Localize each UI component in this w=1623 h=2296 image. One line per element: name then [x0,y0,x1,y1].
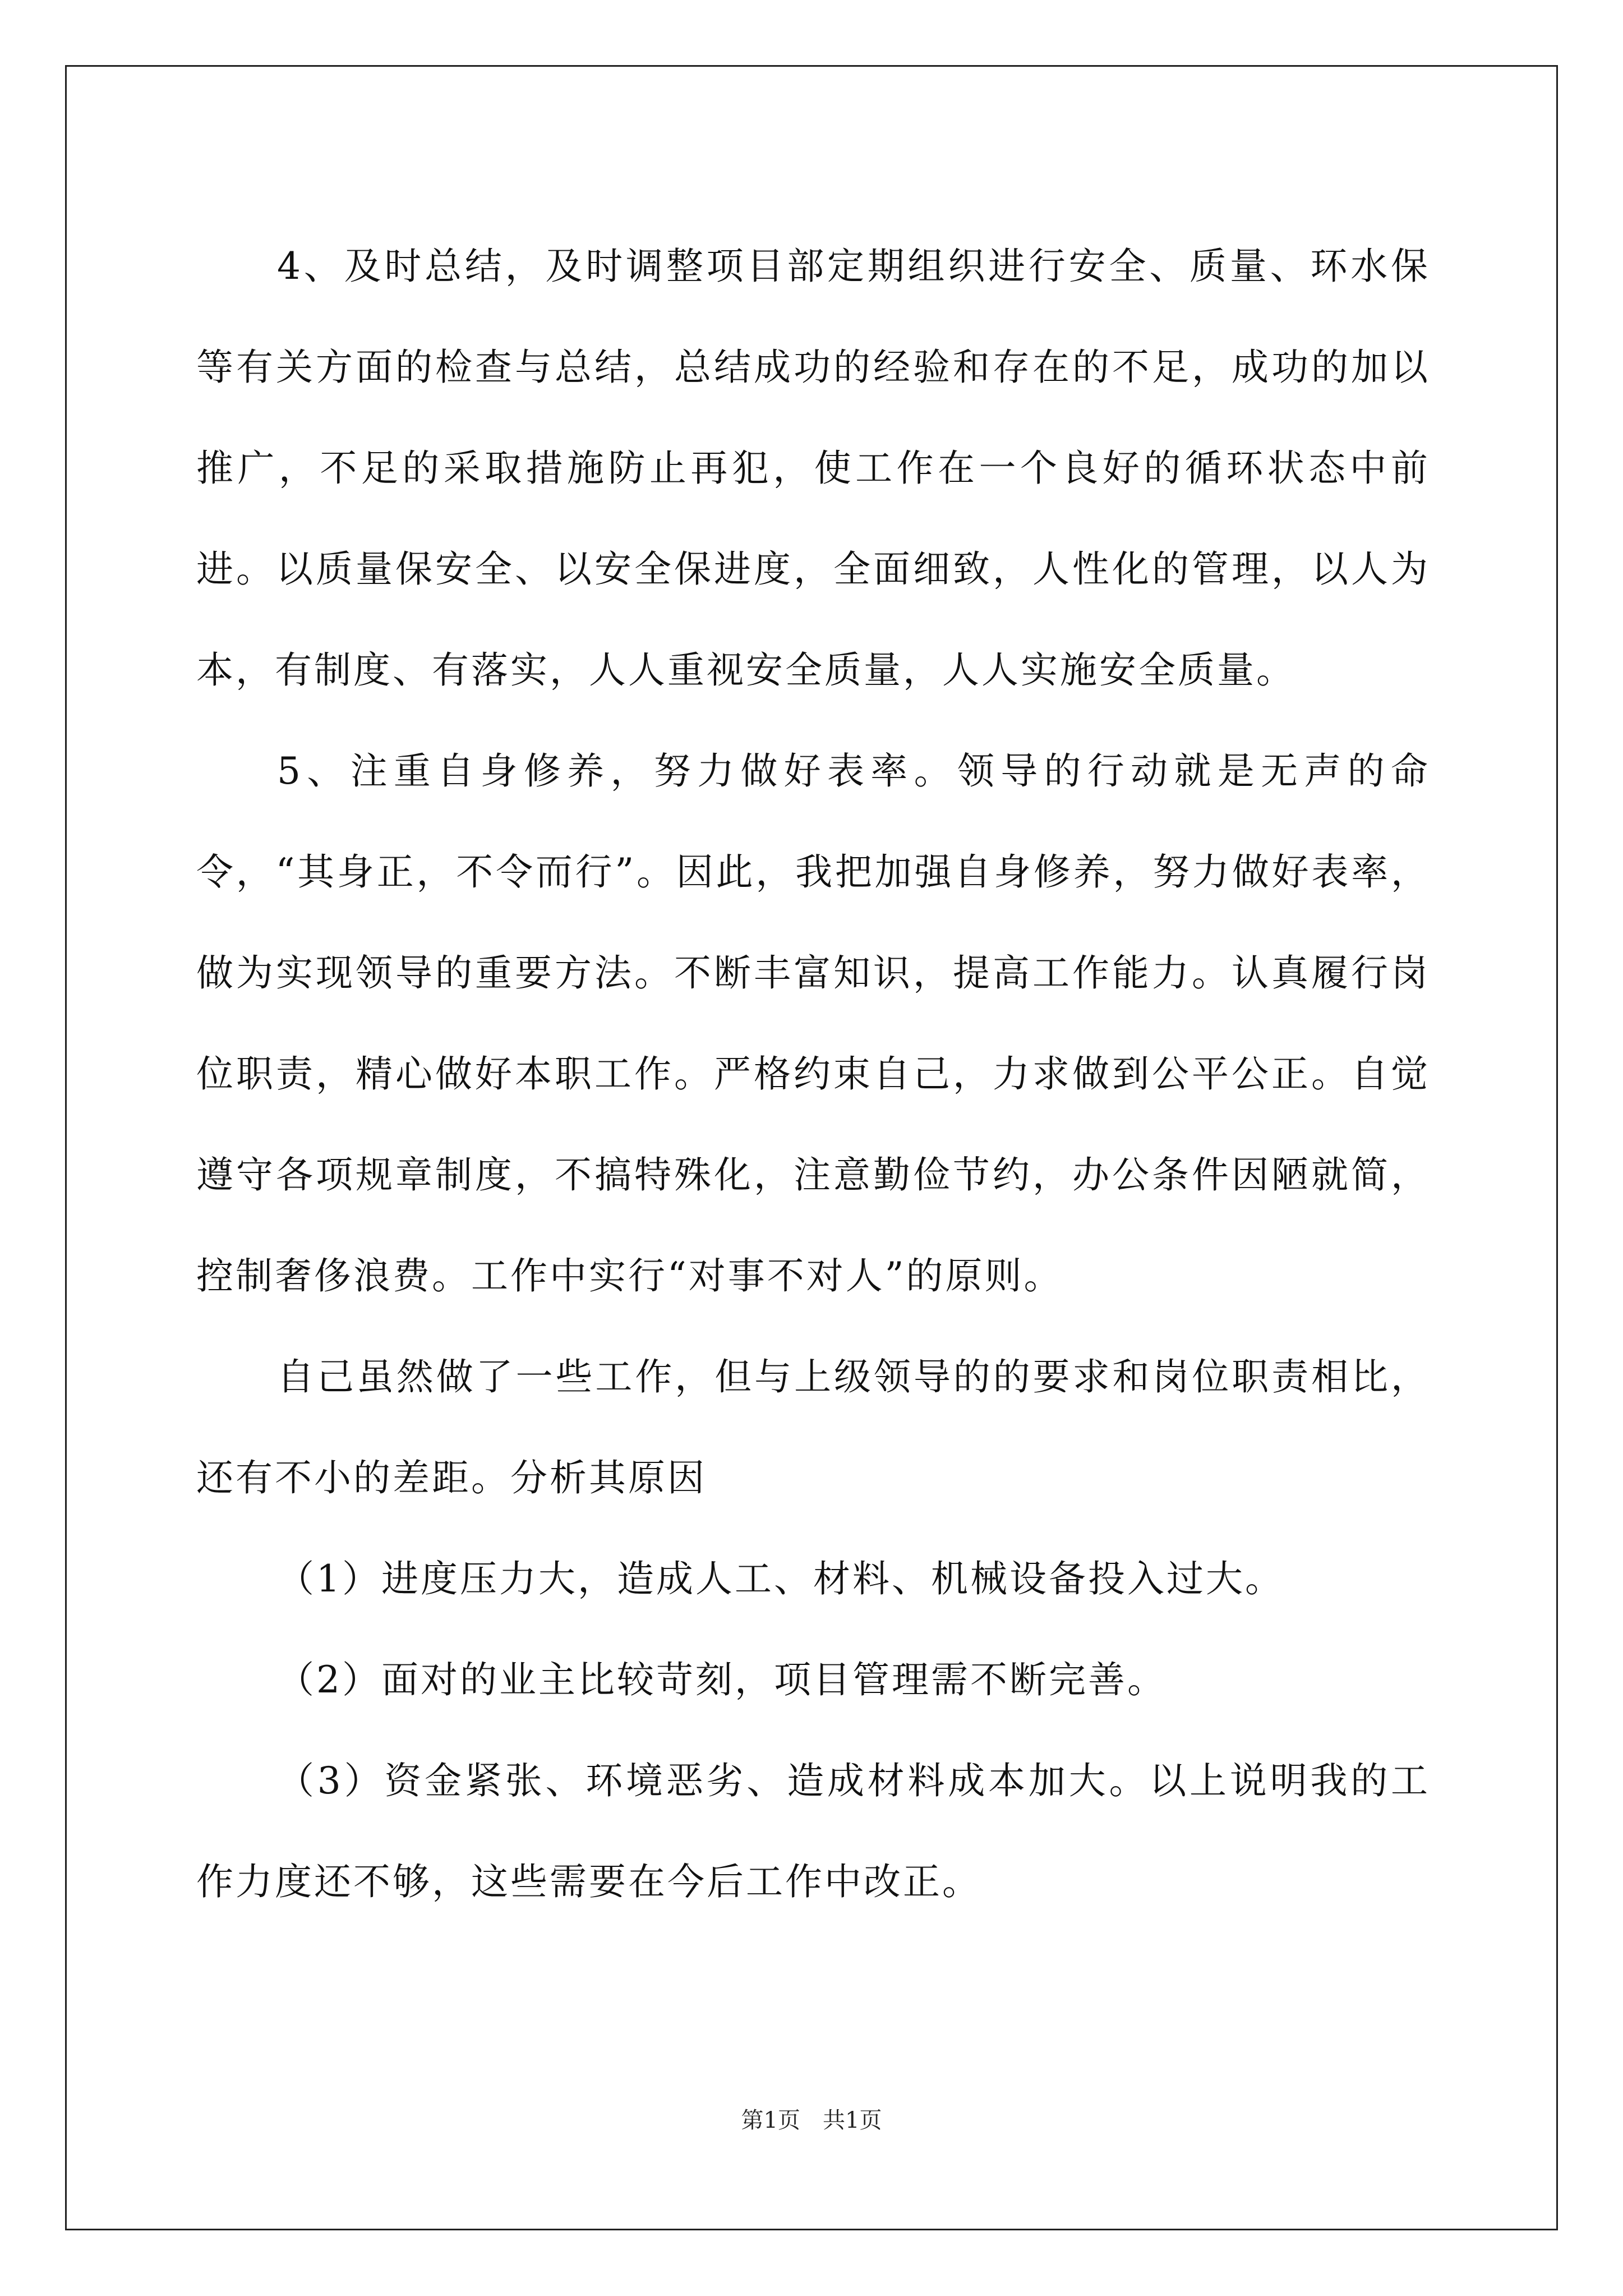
paragraph-summary: 4、及时总结，及时调整项目部定期组织进行安全、质量、环水保等有关方面的检查与总结，总结成功的经验和存在的不足，成功的加以推广，不足的采取措施防止再犯，使工作在一个良好的循环状态中前进。以质量保安全、以安全保进度，全面细致，人性化的管理，以人为本，有制度、有落实，人人重视安全质量，人人实施安全质量。 [196,245,1430,692]
page-number-footer: 第1页 共1页 [741,2108,882,2133]
paragraph-reason-2: （2）面对的业主比较苛刻，项目管理需不断完善。 [277,1658,1166,1701]
paragraph-reason-3: （3）资金紧张、环境恶劣、造成材料成本加大。以上说明我的工作力度还不够，这些需要在今后工作中改正。 [196,1759,1430,1903]
paragraph-self-cultivation: 5、注重自身修养，努力做好表率。领导的行动就是无声的命令，“其身正，不令而行”。因此，我把加强自身修养，努力做好表率，做为实现领导的重要方法。不断丰富知识，提高工作能力。认真履行岗位职责，精心做好本职工作。严格约束自己，力求做到公平公正。自觉遵守各项规章制度，不搞特殊化，注意勤俭节约，办公条件因陋就简，控制奢侈浪费。工作中实行“对事不对人”的原则。 [196,749,1430,1297]
paragraph-reason-1: （1）进度压力大，造成人工、材料、机械设备投入过大。 [277,1557,1284,1600]
paragraph-shortcomings: 自己虽然做了一些工作，但与上级领导的的要求和岗位职责相比，还有不小的差距。分析其原因 [196,1355,1430,1499]
document-body [196,216,1430,1932]
